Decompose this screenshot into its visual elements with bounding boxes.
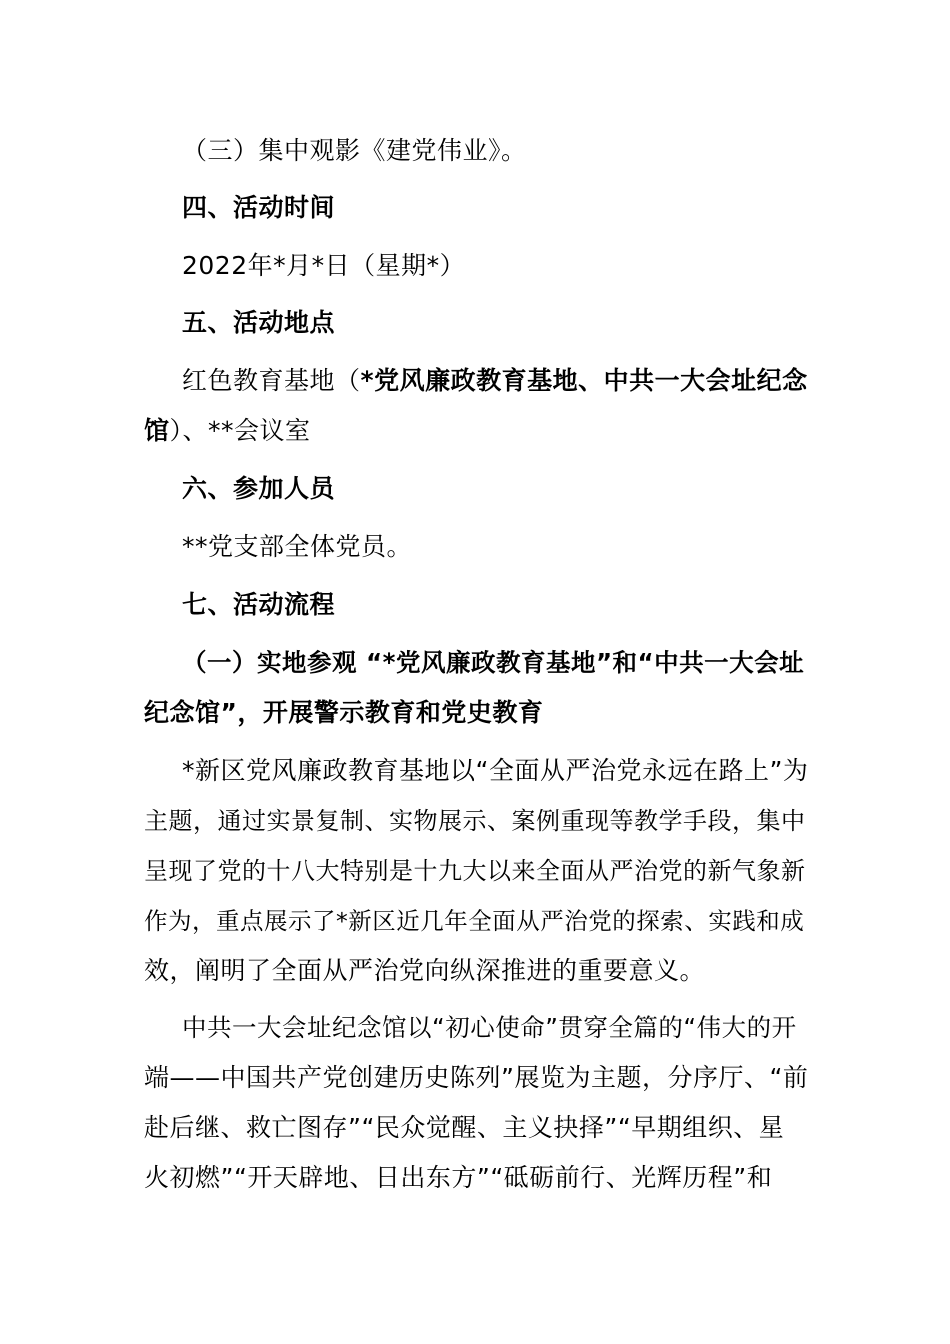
location-venues-end: 馆 [144,416,170,445]
participants-text: **党支部全体党员。 [182,532,413,561]
paragraph-1-line-1: *新区党风廉政教育基地以“全面从严治党永远在路上”为 [182,756,809,785]
paragraph-1-line-2: 主题，通过实景复制、实物展示、案例重现等教学手段，集中 [144,807,806,835]
activity-date: 2022年*月*日（星期*） [182,251,466,280]
paragraph-1-line-5: 效，阐明了全面从严治党向纵深推进的重要意义。 [144,956,706,985]
location-text: 红色教育基地（ [182,366,361,395]
heading-activity-location: 五、活动地点 [182,308,336,337]
location-meeting-room: ）、**会议室 [169,416,311,445]
location-line-1 [182,366,808,396]
heading-participants: 六、参加人员 [182,474,336,503]
list-item-watch-film: （三）集中观影《建党伟业》。 [182,136,527,165]
paragraph-1-line-3: 呈现了党的十八大特别是十九大以来全面从严治党的新气象新 [144,857,806,885]
paragraph-1-line-4: 作为，重点展示了*新区近几年全面从严治党的探索、实践和成 [144,907,805,935]
heading-activity-time: 四、活动时间 [182,193,336,222]
paragraph-2-line-2: 端——中国共产党创建历史陈列”展览为主题，分序厅、“前 [144,1063,809,1092]
paragraph-2-line-4: 火初燃”“开天辟地、日出东方”“砥砺前行、光辉历程”和 [144,1163,773,1192]
location-venues: *党风廉政教育基地、中共一大会址纪念 [360,366,808,395]
paragraph-2-line-3: 赴后继、救亡图存”“民众觉醒、主义抉择”“早期组织、星 [144,1113,785,1142]
heading-activity-process: 七、活动流程 [182,590,336,619]
subheading-site-visit-1: （一）实地参观 “*党风廉政教育基地”和“中共一大会址 [182,648,805,677]
paragraph-2-line-1: 中共一大会址纪念馆以“初心使命”贯穿全篇的“伟大的开 [182,1013,797,1042]
subheading-site-visit-2: 纪念馆”，开展警示教育和党史教育 [144,698,544,727]
location-line-2 [144,416,311,446]
